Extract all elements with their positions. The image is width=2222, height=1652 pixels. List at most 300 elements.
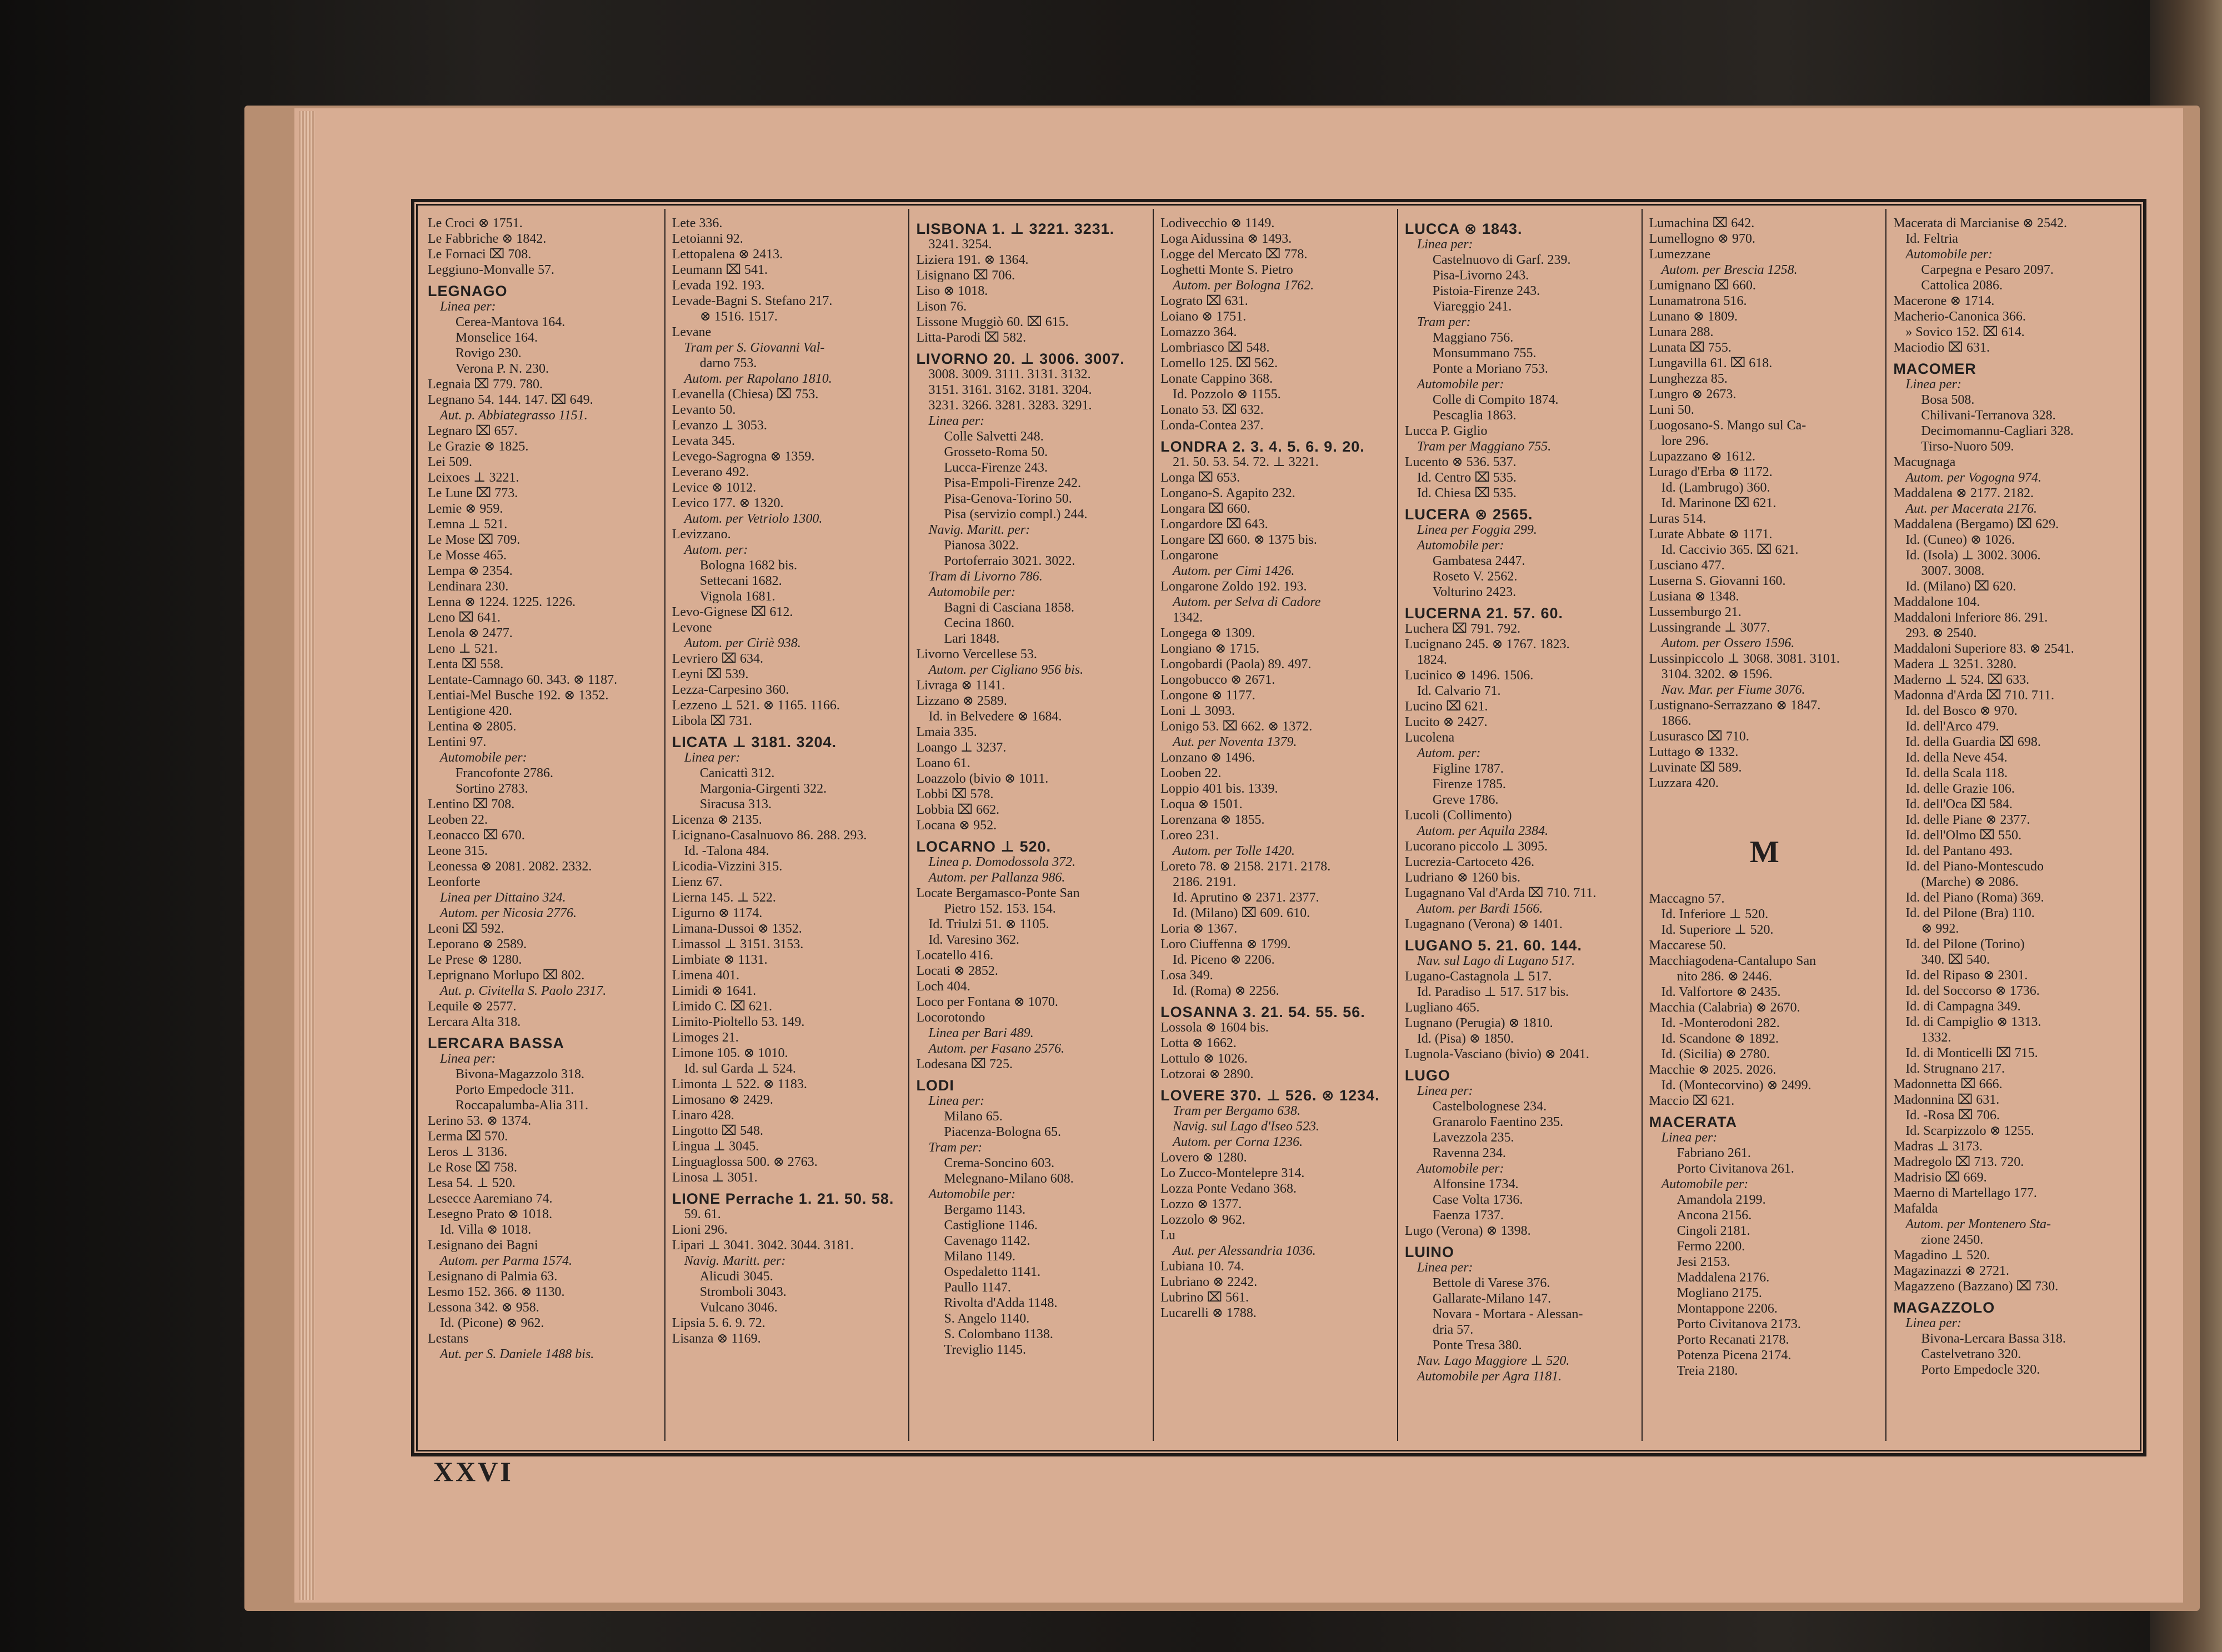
index-entry: Id. Paradiso ⊥ 517. 517 bis. — [1417, 985, 1569, 999]
index-entry: Tram di Livorno 786. — [928, 569, 1043, 584]
index-entry: Lugo (Verona) ⊗ 1398. — [1404, 1224, 1531, 1238]
index-entry: Vignola 1681. — [699, 589, 775, 604]
index-entry: Lucca P. Giglio — [1404, 424, 1488, 438]
index-entry: Cerea-Mantova 164. — [456, 315, 565, 329]
index-entry: Leprignano Morlupo ⌧ 802. — [428, 968, 585, 983]
index-entry: Lubiana 10. 74. — [1160, 1259, 1244, 1274]
index-entry: Licignano-Casalnuovo 86. 288. 293. — [672, 828, 867, 843]
index-entry: Macherio-Canonica 366. — [1893, 309, 2026, 324]
index-entry: Lienz 67. — [672, 875, 723, 889]
index-entry: Automobile per: — [1417, 377, 1504, 392]
index-entry: Lograto ⌧ 631. — [1160, 294, 1248, 308]
index-entry: Castiglione 1146. — [944, 1218, 1038, 1233]
index-entry: Leporano ⊗ 2589. — [428, 937, 527, 952]
index-entry: Potenza Picena 2174. — [1676, 1348, 1791, 1363]
index-entry: Lubriano ⊗ 2242. — [1160, 1275, 1258, 1289]
index-entry: Lumignano ⌧ 660. — [1649, 278, 1756, 293]
index-entry: Lingotto ⌧ 548. — [672, 1124, 764, 1138]
index-entry: Pescaglia 1863. — [1432, 408, 1517, 423]
index-entry: Leverano 492. — [672, 465, 749, 479]
index-entry: lore 296. — [1661, 434, 1709, 448]
index-entry: Lenta ⌧ 558. — [428, 657, 504, 672]
index-entry: Id. Pozzolo ⊗ 1155. — [1173, 387, 1281, 402]
index-entry: Monselice 164. — [456, 331, 538, 345]
index-entry: Automobile per: — [440, 750, 527, 765]
index-entry: Automobile per: — [1905, 247, 1993, 262]
index-entry: Lei 509. — [428, 455, 472, 469]
index-entry: Magazinazzi ⊗ 2721. — [1893, 1264, 2010, 1278]
index-entry: Treia 2180. — [1676, 1364, 1738, 1378]
index-entry: S. Angelo 1140. — [944, 1311, 1030, 1326]
index-entry: Lemie ⊗ 959. — [428, 502, 503, 516]
index-entry: Greve 1786. — [1432, 793, 1499, 807]
index-entry: Lempa ⊗ 2354. — [428, 564, 513, 578]
index-entry: Lunara 288. — [1649, 325, 1714, 339]
index-entry: Lestans — [428, 1331, 469, 1346]
index-entry: Castelbolognese 234. — [1432, 1099, 1547, 1114]
index-entry: Lobbi ⌧ 578. — [916, 787, 994, 802]
index-entry: Locatello 416. — [916, 948, 994, 963]
index-entry: Maddalena (Bergamo) ⌧ 629. — [1893, 517, 2059, 532]
index-entry: Autom. per Pallanza 986. — [928, 870, 1065, 885]
index-entry: Decimomannu-Cagliari 328. — [1921, 424, 2074, 438]
index-entry: Lisignano ⌧ 706. — [916, 268, 1015, 283]
index-entry: Castelnuovo di Garf. 239. — [1432, 253, 1571, 267]
index-entry: Linea per: — [1905, 377, 1961, 392]
index-entry: Magazzeno (Bazzano) ⌧ 730. — [1893, 1279, 2059, 1294]
index-entry: Lunamatrona 516. — [1649, 294, 1747, 308]
index-entry: Luttago ⊗ 1332. — [1649, 745, 1739, 759]
index-entry: Lucarelli ⊗ 1788. — [1160, 1306, 1257, 1320]
index-entry: Lentino ⌧ 708. — [428, 797, 515, 812]
index-entry: Id. Villa ⊗ 1018. — [440, 1223, 532, 1237]
index-entry: Longarone Zoldo 192. 193. — [1160, 579, 1307, 594]
index-column-5 — [1398, 209, 1643, 1441]
index-entry: Fermo 2200. — [1676, 1239, 1745, 1254]
index-entry: Id. Inferiore ⊥ 520. — [1661, 907, 1769, 922]
index-entry: Bettole di Varese 376. — [1432, 1276, 1550, 1290]
index-entry: Litta-Parodi ⌧ 582. — [916, 331, 1027, 345]
index-entry: Autom. per Ossero 1596. — [1661, 636, 1795, 650]
index-entry: Lete 336. — [672, 216, 723, 231]
index-entry: Cavenago 1142. — [944, 1234, 1030, 1248]
index-entry: Maderno ⊥ 524. ⌧ 633. — [1893, 673, 2030, 687]
index-entry: dria 57. — [1432, 1323, 1474, 1337]
index-entry: Maccagno 57. — [1649, 892, 1725, 906]
index-entry: Id. Valfortore ⊗ 2435. — [1661, 985, 1781, 999]
index-entry: Automobile per: — [928, 1187, 1016, 1202]
index-entry: Le Fabbriche ⊗ 1842. — [428, 232, 547, 246]
index-entry: Loch 404. — [916, 979, 970, 994]
entry-heading: LERCARA BASSA — [428, 1035, 565, 1051]
index-entry: Lorenzana ⊗ 1855. — [1160, 813, 1265, 827]
index-entry: Luchera ⌧ 791. 792. — [1404, 622, 1521, 636]
index-entry: Limosano ⊗ 2429. — [672, 1093, 773, 1107]
index-entry: Lobbia ⌧ 662. — [916, 803, 1000, 817]
index-entry: Pisa-Empoli-Firenze 242. — [944, 476, 1082, 490]
index-entry: Longobardi (Paola) 89. 497. — [1160, 657, 1312, 672]
index-entry: Limassol ⊥ 3151. 3153. — [672, 937, 804, 952]
index-entry: Cingoli 2181. — [1676, 1224, 1750, 1238]
index-entry: Lendinara 230. — [428, 579, 509, 594]
entry-heading: LUCCA ⊗ 1843. — [1404, 221, 1523, 237]
index-entry: Lustignano-Serrazzano ⊗ 1847. — [1649, 698, 1821, 713]
page-edges — [299, 111, 314, 1600]
index-entry: Mogliano 2175. — [1676, 1286, 1762, 1300]
index-entry: Id. del Soccorso ⊗ 1736. — [1905, 984, 2040, 998]
index-entry: Linea per: — [1417, 1260, 1473, 1275]
entry-heading: LUCERA ⊗ 2565. — [1404, 507, 1533, 522]
index-entry: Locana ⊗ 952. — [916, 818, 997, 833]
index-entry: Linea per Dittaino 324. — [440, 890, 566, 905]
index-entry: Paullo 1147. — [944, 1280, 1011, 1295]
index-entry: Autom. per Vogogna 974. — [1905, 470, 2041, 485]
index-entry: ⊗ 1516. 1517. — [699, 309, 778, 324]
index-entry: Lucino ⌧ 621. — [1404, 699, 1488, 714]
index-entry: Roccapalumba-Alia 311. — [456, 1098, 589, 1113]
index-column-1 — [421, 209, 665, 1441]
index-entry: nito 286. ⊗ 2446. — [1676, 969, 1773, 984]
index-entry: Fabriano 261. — [1676, 1146, 1751, 1160]
index-entry: Aut. per Alessandria 1036. — [1173, 1244, 1316, 1258]
index-entry: Montappone 2206. — [1676, 1301, 1778, 1316]
index-columns — [421, 209, 2131, 1441]
index-entry: Linguaglossa 500. ⊗ 2763. — [672, 1155, 818, 1169]
index-entry: Autom. per Bardi 1566. — [1417, 902, 1543, 916]
index-column-2 — [665, 209, 910, 1441]
index-entry: Lusiana ⊗ 1348. — [1649, 589, 1739, 604]
index-entry: Madonna d'Arda ⌧ 710. 711. — [1893, 688, 2055, 703]
index-entry: Autom. per Parma 1574. — [440, 1254, 572, 1268]
index-entry: Automobile per: — [1417, 538, 1504, 553]
index-entry: Id. Strugnano 217. — [1905, 1062, 2005, 1076]
index-entry: Loqua ⊗ 1501. — [1160, 797, 1243, 812]
index-entry: Luzzara 420. — [1649, 776, 1719, 790]
index-entry: Leonacco ⌧ 670. — [428, 828, 525, 843]
index-entry: Longano-S. Agapito 232. — [1160, 486, 1295, 500]
index-entry: Lunghezza 85. — [1649, 372, 1728, 386]
index-entry: Lodivecchio ⊗ 1149. — [1160, 216, 1275, 231]
index-entry: Lierna 145. ⊥ 522. — [672, 890, 776, 905]
index-entry: Id. Marinone ⌧ 621. — [1661, 496, 1776, 510]
index-entry: Le Lune ⌧ 773. — [428, 486, 518, 500]
index-entry: Rovigo 230. — [456, 346, 522, 361]
index-entry: Legnano 54. 144. 147. ⌧ 649. — [428, 393, 593, 407]
index-entry: Loghetti Monte S. Pietro — [1160, 263, 1293, 277]
entry-heading: LISBONA 1. ⊥ 3221. 3231. — [916, 221, 1115, 237]
index-entry: Id. sul Garda ⊥ 524. — [684, 1062, 796, 1076]
index-entry: Gambatesa 2447. — [1432, 554, 1525, 568]
index-entry: Lentina ⊗ 2805. — [428, 719, 517, 734]
index-entry: Leonessa ⊗ 2081. 2082. 2332. — [428, 859, 592, 874]
index-entry: Gallarate-Milano 147. — [1432, 1291, 1552, 1306]
index-entry: Pianosa 3022. — [944, 538, 1019, 553]
index-entry: 21. 50. 53. 54. 72. ⊥ 3221. — [1173, 455, 1319, 469]
index-entry: Lioni 296. — [672, 1223, 728, 1237]
index-entry: Macchiagodena-Cantalupo San — [1649, 954, 1816, 968]
index-entry: Lussinpiccolo ⊥ 3068. 3081. 3101. — [1649, 652, 1840, 666]
index-entry: Autom. per: — [684, 543, 748, 557]
index-entry: Lomazzo 364. — [1160, 325, 1237, 339]
index-entry: Loni ⊥ 3093. — [1160, 704, 1235, 718]
index-entry: Autom. per Cigliano 956 bis. — [928, 663, 1084, 677]
index-entry: Le Fornaci ⌧ 708. — [428, 247, 532, 262]
index-entry: Lesignano di Palmia 63. — [428, 1269, 558, 1284]
index-entry: Linea per: — [1905, 1316, 1961, 1330]
index-entry: Loango ⊥ 3237. — [916, 740, 1007, 755]
entry-heading: LONDRA 2. 3. 4. 5. 6. 9. 20. — [1160, 439, 1365, 454]
index-entry: Leone 315. — [428, 844, 488, 858]
index-entry: Autom. per Aquila 2384. — [1417, 824, 1549, 838]
index-entry: Lotta ⊗ 1662. — [1160, 1036, 1237, 1050]
index-entry: Lezzeno ⊥ 521. ⊗ 1165. 1166. — [672, 698, 840, 713]
index-entry: Levane — [672, 325, 712, 339]
index-entry: Leumann ⌧ 541. — [672, 263, 768, 277]
index-entry: Madregolo ⌧ 713. 720. — [1893, 1155, 2024, 1169]
index-entry: Id. (Milano) ⌧ 609. 610. — [1173, 906, 1310, 920]
index-entry: Porto Civitanova 2173. — [1676, 1317, 1801, 1331]
index-entry: Porto Empedocle 320. — [1921, 1363, 2040, 1377]
index-entry: Lentiai-Mel Busche 192. ⊗ 1352. — [428, 688, 609, 703]
index-entry: Id. Piceno ⊗ 2206. — [1173, 953, 1275, 967]
index-entry: Bagni di Casciana 1858. — [944, 600, 1075, 615]
index-entry: Id. Triulzi 51. ⊗ 1105. — [928, 917, 1049, 932]
index-entry: Lettopalena ⊗ 2413. — [672, 247, 783, 262]
index-entry: Faenza 1737. — [1432, 1208, 1504, 1223]
index-entry: Jesi 2153. — [1676, 1255, 1730, 1269]
index-entry: Limana-Dussoi ⊗ 1352. — [672, 922, 802, 936]
index-entry: Linea per: — [440, 299, 496, 314]
index-entry: Siracusa 313. — [699, 797, 772, 812]
index-entry: Lerma ⌧ 570. — [428, 1129, 508, 1144]
index-entry: Maddaloni Inferiore 86. 291. — [1893, 610, 2048, 625]
index-entry: Cattolica 2086. — [1921, 278, 2003, 293]
index-entry: Grosseto-Roma 50. — [944, 445, 1048, 459]
index-entry: Tram per S. Giovanni Val- — [684, 341, 825, 355]
index-entry: 3008. 3009. 3111. 3131. 3132. — [928, 367, 1091, 382]
index-entry: Macerone ⊗ 1714. — [1893, 294, 1995, 308]
index-entry: Macerata di Marcianise ⊗ 2542. — [1893, 216, 2067, 231]
index-entry: Lugagnano (Verona) ⊗ 1401. — [1404, 917, 1563, 932]
index-entry: Autom. per Selva di Cadore — [1173, 595, 1321, 609]
index-entry: Lucito ⊗ 2427. — [1404, 715, 1488, 729]
index-entry: Id. del Bosco ⊗ 970. — [1905, 704, 2018, 718]
index-entry: Luras 514. — [1649, 512, 1706, 526]
index-entry: Lu — [1160, 1228, 1175, 1243]
entry-heading: LUINO — [1404, 1244, 1454, 1260]
index-entry: Roseto V. 2562. — [1432, 569, 1518, 584]
index-entry: Legnaia ⌧ 779. 780. — [428, 377, 543, 392]
index-entry: Longone ⊗ 1177. — [1160, 688, 1255, 703]
index-entry: Lubrino ⌧ 561. — [1160, 1290, 1249, 1305]
index-entry: Leros ⊥ 3136. — [428, 1145, 508, 1159]
index-entry: Locati ⊗ 2852. — [916, 964, 998, 978]
index-entry: Pisa-Genova-Torino 50. — [944, 492, 1072, 506]
index-entry: Pistoia-Firenze 243. — [1432, 284, 1540, 298]
entry-heading: LOSANNA 3. 21. 54. 55. 56. — [1160, 1004, 1365, 1020]
index-entry: Tram per: — [928, 1140, 983, 1155]
index-entry: Lugnola-Vasciano (bivio) ⊗ 2041. — [1404, 1047, 1589, 1062]
index-entry: ⊗ 992. — [1921, 922, 1959, 936]
index-entry: Linea per Foggia 299. — [1417, 523, 1537, 537]
index-entry: Id. dell'Arco 479. — [1905, 719, 1999, 734]
index-entry: Macchia (Calabria) ⊗ 2670. — [1649, 1000, 1800, 1015]
index-entry: M — [1750, 835, 1779, 869]
index-entry: Levriero ⌧ 634. — [672, 652, 763, 666]
index-entry: Milano 65. — [944, 1109, 1003, 1124]
index-entry: Lesmo 152. 366. ⊗ 1130. — [428, 1285, 565, 1299]
index-entry: Id. Chiesa ⌧ 535. — [1417, 486, 1517, 500]
index-entry: Loazzolo (bivio ⊗ 1011. — [916, 772, 1049, 786]
index-entry: Lomello 125. ⌧ 562. — [1160, 356, 1278, 371]
index-entry: Leoben 22. — [428, 813, 488, 827]
index-entry: Porto Recanati 2178. — [1676, 1333, 1789, 1347]
index-entry: Lungro ⊗ 2673. — [1649, 387, 1736, 402]
index-entry: Lequile ⊗ 2577. — [428, 999, 517, 1014]
index-entry: Automobile per: — [928, 585, 1016, 599]
index-entry: Lugagnano Val d'Arda ⌧ 710. 711. — [1404, 886, 1597, 900]
index-entry: Id. delle Grazie 106. — [1905, 782, 2015, 796]
index-entry: Madonnina ⌧ 631. — [1893, 1093, 2000, 1107]
index-entry: Navig. sul Lago d'Iseo 523. — [1173, 1119, 1319, 1134]
index-entry: Autom. per Rapolano 1810. — [684, 372, 832, 386]
index-entry: Linea per Bari 489. — [928, 1026, 1034, 1040]
index-entry: Automobile per: — [1417, 1162, 1504, 1176]
index-entry: Maddalena ⊗ 2177. 2182. — [1893, 486, 2034, 500]
index-entry: Lurago d'Erba ⊗ 1172. — [1649, 465, 1773, 479]
index-entry: Autom. per Tolle 1420. — [1173, 844, 1295, 858]
index-entry: Id. Scarpizzolo ⊗ 1255. — [1905, 1124, 2034, 1138]
index-entry: Levanella (Chiesa) ⌧ 753. — [672, 387, 819, 402]
index-entry: Lumachina ⌧ 642. — [1649, 216, 1755, 231]
index-entry: Levata 345. — [672, 434, 735, 448]
index-entry: Lovero ⊗ 1280. — [1160, 1150, 1247, 1165]
index-entry: Lunata ⌧ 755. — [1649, 341, 1731, 355]
index-entry: Lessona 342. ⊗ 958. — [428, 1300, 539, 1315]
index-entry: Longardore ⌧ 643. — [1160, 517, 1268, 532]
index-entry: Lumellogno ⊗ 970. — [1649, 232, 1756, 246]
index-entry: Id. del Pilone (Bra) 110. — [1905, 906, 2035, 920]
index-entry: Londa-Contea 237. — [1160, 418, 1264, 433]
index-entry: Levada 192. 193. — [672, 278, 765, 293]
index-entry: Maddalone 104. — [1893, 595, 1980, 609]
index-entry: Autom. per: — [1417, 746, 1481, 760]
index-entry: Limido C. ⌧ 621. — [672, 999, 773, 1014]
index-column-7 — [1886, 209, 2131, 1441]
index-entry: Id. (Cuneo) ⊗ 1026. — [1905, 533, 2015, 547]
index-entry: Le Croci ⊗ 1751. — [428, 216, 523, 231]
index-entry: Maciodio ⌧ 631. — [1893, 341, 1990, 355]
index-entry: Bivona-Lercara Bassa 318. — [1921, 1331, 2066, 1346]
index-entry: Locorotondo — [916, 1010, 985, 1025]
index-entry: Alicudi 3045. — [699, 1269, 773, 1284]
index-entry: Linea per: — [1417, 1084, 1473, 1098]
entry-heading: LIONE Perrache 1. 21. 50. 58. — [672, 1191, 894, 1207]
index-column-4 — [1154, 209, 1398, 1441]
index-column-3 — [909, 209, 1154, 1441]
index-entry: Levanto 50. — [672, 403, 736, 417]
index-entry: Tram per: — [1417, 315, 1471, 329]
index-entry: Longiano ⊗ 1715. — [1160, 642, 1260, 656]
index-entry: Lonigo 53. ⌧ 662. ⊗ 1372. — [1160, 719, 1313, 734]
index-entry: Livorno Vercellese 53. — [916, 647, 1037, 662]
index-entry: Letoianni 92. — [672, 232, 743, 246]
index-entry: Liso ⊗ 1018. — [916, 284, 988, 298]
index-entry: Lozza Ponte Vedano 368. — [1160, 1182, 1297, 1196]
index-entry: Stromboli 3043. — [699, 1285, 787, 1299]
index-entry: Lonato 53. ⌧ 632. — [1160, 403, 1264, 417]
index-entry: Cecina 1860. — [944, 616, 1015, 630]
index-entry: Ancona 2156. — [1676, 1208, 1752, 1223]
index-entry: Le Grazie ⊗ 1825. — [428, 439, 529, 454]
index-entry: Madera ⊥ 3251. 3280. — [1893, 657, 2017, 672]
index-entry: Aut. p. Civitella S. Paolo 2317. — [440, 984, 607, 998]
index-entry: Lonate Cappino 368. — [1160, 372, 1273, 386]
index-entry: Aut. p. Abbiategrasso 1151. — [440, 408, 588, 423]
index-entry: Lo Zucco-Montelepre 314. — [1160, 1166, 1305, 1180]
index-entry: Tram per Bergamo 638. — [1173, 1104, 1300, 1118]
index-entry: Longega ⊗ 1309. — [1160, 626, 1255, 640]
index-entry: Crema-Soncino 603. — [944, 1156, 1055, 1170]
index-entry: 1332. — [1921, 1030, 1951, 1045]
index-entry: Autom. per Brescia 1258. — [1661, 263, 1798, 277]
index-entry: Linaro 428. — [672, 1108, 734, 1123]
index-entry: Le Prese ⊗ 1280. — [428, 953, 522, 967]
index-entry: Madonnetta ⌧ 666. — [1893, 1077, 2003, 1092]
index-entry: Lusurasco ⌧ 710. — [1649, 729, 1749, 744]
index-entry: Francofonte 2786. — [456, 766, 553, 780]
index-entry: Id. della Neve 454. — [1905, 750, 2008, 765]
index-entry: Loiano ⊗ 1751. — [1160, 309, 1247, 324]
index-entry: Id. Superiore ⊥ 520. — [1661, 923, 1774, 937]
index-entry: Colle di Compito 1874. — [1432, 393, 1559, 407]
index-entry: Lipsia 5. 6. 9. 72. — [672, 1316, 765, 1330]
index-entry: Navig. Maritt. per: — [684, 1254, 786, 1268]
index-entry: Locate Bergamasco-Ponte San — [916, 886, 1080, 900]
index-entry: Macchie ⊗ 2025. 2026. — [1649, 1063, 1776, 1077]
index-entry: Autom. per Corna 1236. — [1173, 1135, 1303, 1149]
index-entry: Automobile per Agra 1181. — [1417, 1369, 1562, 1384]
index-entry: Colle Salvetti 248. — [944, 429, 1044, 444]
index-entry: Id. (Milano) ⌧ 620. — [1905, 579, 2016, 594]
index-entry: Verona P. N. 230. — [456, 362, 549, 376]
index-entry: Loano 61. — [916, 756, 970, 770]
index-entry: Madrisio ⌧ 669. — [1893, 1170, 1987, 1185]
index-entry: Logge del Mercato ⌧ 778. — [1160, 247, 1308, 262]
index-entry: Id. Calvario 71. — [1417, 684, 1501, 698]
index-entry: Autom. per Cimi 1426. — [1173, 564, 1295, 578]
index-entry: Autom. per Bologna 1762. — [1173, 278, 1314, 293]
index-entry: S. Colombano 1138. — [944, 1327, 1053, 1341]
index-entry: Ospedaletto 1141. — [944, 1265, 1041, 1279]
index-entry: Licodia-Vizzini 315. — [672, 859, 783, 874]
index-entry: Portoferraio 3021. 3022. — [944, 554, 1075, 568]
index-entry: Limoges 21. — [672, 1030, 739, 1045]
index-entry: Treviglio 1145. — [944, 1343, 1027, 1357]
index-entry: 3151. 3161. 3162. 3181. 3204. — [928, 383, 1092, 397]
entry-heading: LUGANO 5. 21. 60. 144. — [1404, 938, 1583, 953]
index-entry: Id. (Isola) ⊥ 3002. 3006. — [1905, 548, 2041, 563]
index-entry: Lungavilla 61. ⌧ 618. — [1649, 356, 1773, 371]
index-entry: Bologna 1682 bis. — [699, 558, 798, 573]
index-entry: Ravenna 234. — [1432, 1146, 1506, 1160]
index-entry: Id. Aprutino ⊗ 2371. 2377. — [1173, 890, 1319, 905]
entry-heading: LUGO — [1404, 1068, 1450, 1083]
index-entry: Canicattì 312. — [699, 766, 775, 780]
index-entry: Id. Feltria — [1905, 232, 1958, 246]
index-entry: Figline 1787. — [1432, 762, 1504, 776]
index-entry: Limena 401. — [672, 968, 740, 983]
